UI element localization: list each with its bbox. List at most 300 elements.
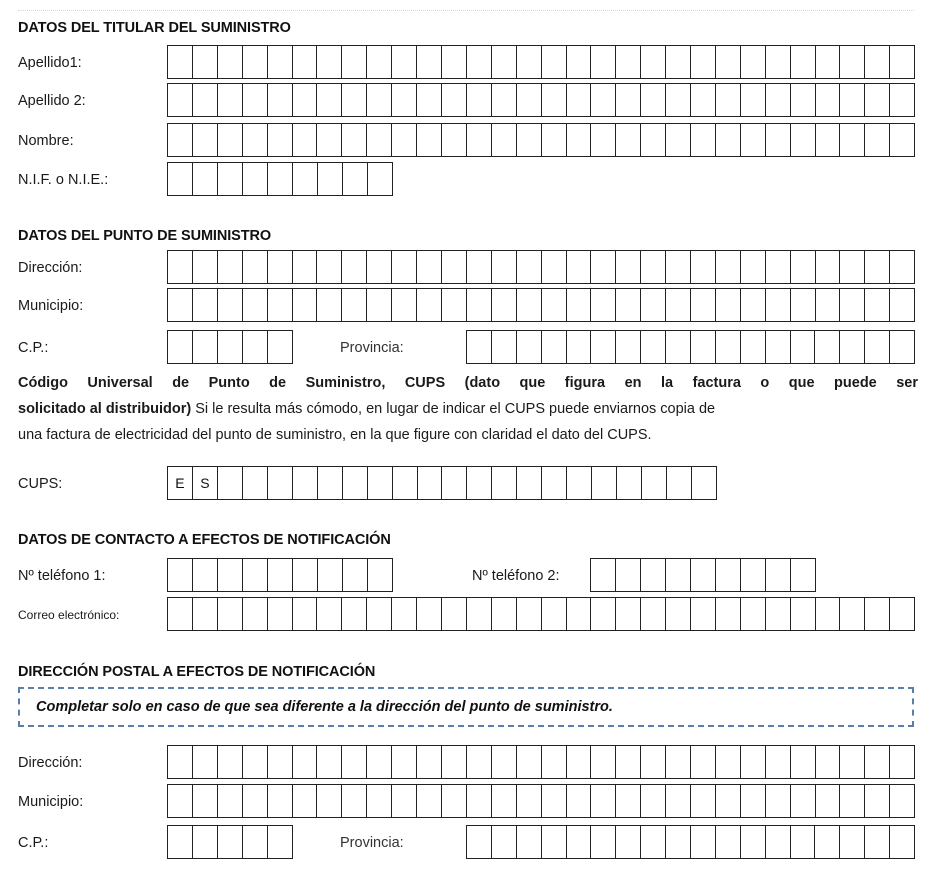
char-cell[interactable]	[268, 826, 292, 858]
char-cell[interactable]	[691, 598, 716, 630]
char-cell[interactable]	[616, 331, 641, 363]
char-cell[interactable]	[392, 46, 417, 78]
char-cell[interactable]	[218, 331, 243, 363]
char-cell[interactable]	[616, 826, 641, 858]
char-cell[interactable]	[642, 467, 667, 499]
char-cell[interactable]	[791, 785, 816, 817]
char-cell[interactable]	[791, 826, 816, 858]
char-cell[interactable]	[567, 785, 592, 817]
char-cell[interactable]	[367, 785, 392, 817]
char-cell[interactable]	[317, 84, 342, 116]
char-cell[interactable]	[666, 598, 691, 630]
char-cell[interactable]	[890, 826, 914, 858]
char-cell[interactable]	[542, 785, 567, 817]
char-cell[interactable]	[317, 785, 342, 817]
char-cell[interactable]	[268, 785, 293, 817]
char-cell[interactable]	[467, 598, 492, 630]
char-cell[interactable]	[741, 251, 766, 283]
apellido1-field[interactable]	[167, 45, 915, 79]
char-cell[interactable]	[890, 84, 914, 116]
char-cell[interactable]	[467, 467, 492, 499]
provincia-field[interactable]	[466, 330, 915, 364]
char-cell[interactable]	[840, 289, 865, 321]
char-cell[interactable]	[890, 251, 914, 283]
char-cell[interactable]	[417, 289, 442, 321]
char-cell[interactable]	[716, 785, 741, 817]
char-cell[interactable]	[367, 289, 392, 321]
char-cell[interactable]	[367, 84, 392, 116]
char-cell[interactable]	[367, 746, 392, 778]
char-cell[interactable]	[840, 331, 865, 363]
char-cell[interactable]	[193, 124, 218, 156]
char-cell[interactable]	[567, 251, 592, 283]
char-cell[interactable]	[367, 124, 392, 156]
char-cell[interactable]	[218, 124, 243, 156]
char-cell[interactable]	[168, 163, 193, 195]
char-cell[interactable]	[293, 163, 318, 195]
char-cell[interactable]	[666, 785, 691, 817]
char-cell[interactable]	[467, 46, 492, 78]
char-cell[interactable]	[517, 746, 542, 778]
char-cell[interactable]	[591, 46, 616, 78]
char-cell[interactable]	[293, 46, 318, 78]
char-cell[interactable]	[193, 46, 218, 78]
char-cell[interactable]	[592, 467, 617, 499]
char-cell[interactable]	[318, 163, 343, 195]
telefono2-field[interactable]	[590, 558, 816, 592]
char-cell[interactable]	[741, 785, 766, 817]
char-cell[interactable]	[168, 251, 193, 283]
char-cell[interactable]	[368, 559, 392, 591]
char-cell[interactable]	[542, 124, 567, 156]
char-cell[interactable]	[691, 826, 716, 858]
char-cell[interactable]	[766, 84, 791, 116]
char-cell[interactable]: E	[168, 467, 193, 499]
nombre-field[interactable]	[167, 123, 915, 157]
char-cell[interactable]	[567, 46, 592, 78]
char-cell[interactable]	[168, 598, 193, 630]
char-cell[interactable]	[641, 746, 666, 778]
char-cell[interactable]	[418, 467, 443, 499]
char-cell[interactable]	[392, 84, 417, 116]
char-cell[interactable]	[616, 84, 641, 116]
char-cell[interactable]	[243, 289, 268, 321]
char-cell[interactable]	[666, 331, 691, 363]
char-cell[interactable]	[741, 559, 766, 591]
char-cell[interactable]	[865, 46, 890, 78]
char-cell[interactable]	[343, 467, 368, 499]
char-cell[interactable]	[616, 46, 641, 78]
postal-municipio-field[interactable]	[167, 784, 915, 818]
char-cell[interactable]	[393, 467, 418, 499]
char-cell[interactable]	[766, 124, 791, 156]
char-cell[interactable]	[666, 289, 691, 321]
char-cell[interactable]	[193, 163, 218, 195]
char-cell[interactable]	[591, 331, 616, 363]
char-cell[interactable]	[268, 559, 293, 591]
char-cell[interactable]	[766, 785, 791, 817]
char-cell[interactable]	[193, 84, 218, 116]
char-cell[interactable]	[492, 124, 517, 156]
char-cell[interactable]	[168, 746, 193, 778]
char-cell[interactable]	[218, 84, 243, 116]
char-cell[interactable]	[442, 289, 467, 321]
char-cell[interactable]	[666, 84, 691, 116]
char-cell[interactable]	[815, 826, 840, 858]
char-cell[interactable]	[766, 826, 791, 858]
char-cell[interactable]	[417, 598, 442, 630]
char-cell[interactable]	[890, 289, 914, 321]
char-cell[interactable]	[816, 251, 841, 283]
char-cell[interactable]	[716, 598, 741, 630]
char-cell[interactable]	[168, 785, 193, 817]
char-cell[interactable]	[542, 467, 567, 499]
char-cell[interactable]	[268, 251, 293, 283]
char-cell[interactable]	[442, 598, 467, 630]
char-cell[interactable]	[342, 251, 367, 283]
char-cell[interactable]	[666, 826, 691, 858]
char-cell[interactable]	[168, 826, 193, 858]
char-cell[interactable]	[591, 598, 616, 630]
char-cell[interactable]	[791, 559, 815, 591]
char-cell[interactable]	[218, 467, 243, 499]
char-cell[interactable]	[193, 251, 218, 283]
char-cell[interactable]	[542, 251, 567, 283]
char-cell[interactable]	[591, 289, 616, 321]
char-cell[interactable]	[865, 251, 890, 283]
char-cell[interactable]	[442, 46, 467, 78]
char-cell[interactable]	[741, 124, 766, 156]
char-cell[interactable]	[243, 163, 268, 195]
char-cell[interactable]	[293, 84, 318, 116]
char-cell[interactable]	[865, 331, 890, 363]
char-cell[interactable]	[691, 746, 716, 778]
char-cell[interactable]	[492, 46, 517, 78]
char-cell[interactable]	[865, 598, 890, 630]
char-cell[interactable]	[691, 559, 716, 591]
char-cell[interactable]	[367, 251, 392, 283]
char-cell[interactable]	[766, 289, 791, 321]
char-cell[interactable]	[791, 598, 816, 630]
char-cell[interactable]	[467, 826, 492, 858]
char-cell[interactable]	[840, 785, 865, 817]
char-cell[interactable]	[641, 785, 666, 817]
char-cell[interactable]	[492, 84, 517, 116]
char-cell[interactable]	[741, 598, 766, 630]
char-cell[interactable]	[716, 46, 741, 78]
char-cell[interactable]	[591, 84, 616, 116]
char-cell[interactable]	[243, 826, 268, 858]
char-cell[interactable]	[417, 46, 442, 78]
char-cell[interactable]	[816, 785, 841, 817]
direccion-field[interactable]	[167, 250, 915, 284]
char-cell[interactable]	[890, 46, 914, 78]
char-cell[interactable]	[641, 84, 666, 116]
char-cell[interactable]	[517, 331, 542, 363]
char-cell[interactable]	[816, 289, 841, 321]
char-cell[interactable]	[492, 746, 517, 778]
char-cell[interactable]	[417, 746, 442, 778]
char-cell[interactable]	[193, 785, 218, 817]
char-cell[interactable]	[567, 289, 592, 321]
char-cell[interactable]	[293, 289, 318, 321]
char-cell[interactable]	[392, 251, 417, 283]
char-cell[interactable]	[691, 84, 716, 116]
char-cell[interactable]	[318, 559, 343, 591]
char-cell[interactable]	[641, 559, 666, 591]
char-cell[interactable]	[865, 124, 890, 156]
char-cell[interactable]	[168, 331, 193, 363]
char-cell[interactable]	[591, 251, 616, 283]
char-cell[interactable]	[342, 598, 367, 630]
char-cell[interactable]	[442, 251, 467, 283]
char-cell[interactable]	[467, 124, 492, 156]
cp-field[interactable]	[167, 330, 293, 364]
char-cell[interactable]	[218, 826, 243, 858]
char-cell[interactable]	[766, 251, 791, 283]
char-cell[interactable]	[168, 559, 193, 591]
char-cell[interactable]	[467, 289, 492, 321]
char-cell[interactable]	[293, 785, 318, 817]
char-cell[interactable]	[243, 331, 268, 363]
char-cell[interactable]	[243, 251, 268, 283]
char-cell[interactable]	[766, 559, 791, 591]
char-cell[interactable]	[342, 124, 367, 156]
char-cell[interactable]	[766, 46, 791, 78]
char-cell[interactable]	[567, 124, 592, 156]
char-cell[interactable]	[343, 163, 368, 195]
char-cell[interactable]	[691, 785, 716, 817]
char-cell[interactable]	[268, 289, 293, 321]
char-cell[interactable]	[567, 467, 592, 499]
char-cell[interactable]	[317, 46, 342, 78]
char-cell[interactable]	[467, 785, 492, 817]
char-cell[interactable]	[517, 251, 542, 283]
char-cell[interactable]	[342, 746, 367, 778]
char-cell[interactable]	[342, 289, 367, 321]
char-cell[interactable]	[293, 746, 318, 778]
char-cell[interactable]	[268, 746, 293, 778]
char-cell[interactable]	[492, 785, 517, 817]
char-cell[interactable]	[492, 251, 517, 283]
char-cell[interactable]	[567, 84, 592, 116]
char-cell[interactable]	[442, 84, 467, 116]
char-cell[interactable]	[616, 251, 641, 283]
char-cell[interactable]	[691, 46, 716, 78]
char-cell[interactable]	[666, 46, 691, 78]
char-cell[interactable]	[193, 826, 218, 858]
char-cell[interactable]	[218, 785, 243, 817]
char-cell[interactable]	[317, 124, 342, 156]
char-cell[interactable]	[293, 559, 318, 591]
char-cell[interactable]	[243, 46, 268, 78]
char-cell[interactable]	[890, 598, 914, 630]
char-cell[interactable]	[641, 289, 666, 321]
apellido2-field[interactable]	[167, 83, 915, 117]
char-cell[interactable]	[641, 826, 666, 858]
char-cell[interactable]	[791, 289, 816, 321]
char-cell[interactable]	[243, 84, 268, 116]
char-cell[interactable]	[342, 46, 367, 78]
char-cell[interactable]	[616, 746, 641, 778]
char-cell[interactable]	[218, 289, 243, 321]
char-cell[interactable]	[467, 331, 492, 363]
char-cell[interactable]	[392, 785, 417, 817]
char-cell[interactable]	[442, 124, 467, 156]
char-cell[interactable]	[840, 124, 865, 156]
char-cell[interactable]	[816, 598, 841, 630]
char-cell[interactable]	[492, 289, 517, 321]
char-cell[interactable]	[218, 746, 243, 778]
char-cell[interactable]	[542, 826, 567, 858]
char-cell[interactable]	[168, 289, 193, 321]
char-cell[interactable]	[567, 598, 592, 630]
char-cell[interactable]	[318, 467, 343, 499]
char-cell[interactable]	[317, 598, 342, 630]
char-cell[interactable]	[840, 598, 865, 630]
char-cell[interactable]	[417, 251, 442, 283]
char-cell[interactable]	[591, 746, 616, 778]
char-cell[interactable]	[442, 467, 467, 499]
char-cell[interactable]	[840, 84, 865, 116]
char-cell[interactable]	[218, 598, 243, 630]
char-cell[interactable]	[716, 826, 741, 858]
char-cell[interactable]	[616, 559, 641, 591]
char-cell[interactable]	[218, 46, 243, 78]
char-cell[interactable]	[816, 746, 841, 778]
char-cell[interactable]	[542, 598, 567, 630]
char-cell[interactable]	[791, 746, 816, 778]
char-cell[interactable]	[168, 46, 193, 78]
postal-provincia-field[interactable]	[466, 825, 915, 859]
char-cell[interactable]	[218, 163, 243, 195]
correo-field[interactable]	[167, 597, 915, 631]
char-cell[interactable]	[542, 746, 567, 778]
char-cell[interactable]	[691, 251, 716, 283]
char-cell[interactable]	[816, 84, 841, 116]
char-cell[interactable]	[741, 826, 766, 858]
char-cell[interactable]	[417, 785, 442, 817]
char-cell[interactable]	[567, 746, 592, 778]
char-cell[interactable]	[542, 84, 567, 116]
char-cell[interactable]	[616, 785, 641, 817]
char-cell[interactable]	[865, 785, 890, 817]
char-cell[interactable]	[268, 124, 293, 156]
char-cell[interactable]	[517, 289, 542, 321]
municipio-field[interactable]	[167, 288, 915, 322]
char-cell[interactable]	[342, 785, 367, 817]
char-cell[interactable]	[890, 331, 914, 363]
telefono1-field[interactable]	[167, 558, 393, 592]
char-cell[interactable]	[692, 467, 716, 499]
postal-direccion-field[interactable]	[167, 745, 915, 779]
char-cell[interactable]	[168, 124, 193, 156]
char-cell[interactable]	[243, 467, 268, 499]
char-cell[interactable]	[367, 46, 392, 78]
char-cell[interactable]	[840, 826, 865, 858]
char-cell[interactable]	[890, 124, 914, 156]
postal-cp-field[interactable]	[167, 825, 293, 859]
char-cell[interactable]	[890, 746, 914, 778]
char-cell[interactable]	[517, 785, 542, 817]
char-cell[interactable]	[268, 84, 293, 116]
char-cell[interactable]	[666, 251, 691, 283]
char-cell[interactable]	[865, 84, 890, 116]
char-cell[interactable]	[791, 46, 816, 78]
char-cell[interactable]	[193, 289, 218, 321]
char-cell[interactable]	[317, 289, 342, 321]
char-cell[interactable]	[517, 84, 542, 116]
char-cell[interactable]	[193, 746, 218, 778]
char-cell[interactable]	[667, 467, 692, 499]
char-cell[interactable]	[293, 598, 318, 630]
char-cell[interactable]	[766, 746, 791, 778]
char-cell[interactable]	[517, 598, 542, 630]
char-cell[interactable]	[865, 826, 890, 858]
char-cell[interactable]	[741, 331, 766, 363]
char-cell[interactable]	[367, 598, 392, 630]
char-cell[interactable]	[815, 331, 840, 363]
char-cell[interactable]	[243, 559, 268, 591]
char-cell[interactable]	[865, 289, 890, 321]
char-cell[interactable]	[865, 746, 890, 778]
char-cell[interactable]	[567, 826, 592, 858]
char-cell[interactable]	[641, 46, 666, 78]
char-cell[interactable]	[392, 598, 417, 630]
char-cell[interactable]	[816, 124, 841, 156]
char-cell[interactable]	[591, 826, 616, 858]
char-cell[interactable]	[317, 251, 342, 283]
char-cell[interactable]	[193, 559, 218, 591]
char-cell[interactable]	[442, 746, 467, 778]
char-cell[interactable]	[666, 124, 691, 156]
char-cell[interactable]	[716, 84, 741, 116]
char-cell[interactable]	[243, 785, 268, 817]
char-cell[interactable]	[641, 598, 666, 630]
char-cell[interactable]	[392, 124, 417, 156]
char-cell[interactable]	[492, 467, 517, 499]
char-cell[interactable]	[716, 251, 741, 283]
char-cell[interactable]	[517, 826, 542, 858]
char-cell[interactable]	[467, 251, 492, 283]
char-cell[interactable]: S	[193, 467, 218, 499]
char-cell[interactable]	[268, 467, 293, 499]
char-cell[interactable]	[542, 331, 567, 363]
char-cell[interactable]	[890, 785, 914, 817]
char-cell[interactable]	[567, 331, 592, 363]
char-cell[interactable]	[716, 289, 741, 321]
char-cell[interactable]	[467, 84, 492, 116]
char-cell[interactable]	[243, 124, 268, 156]
char-cell[interactable]	[816, 46, 841, 78]
char-cell[interactable]	[193, 598, 218, 630]
char-cell[interactable]	[766, 598, 791, 630]
char-cell[interactable]	[392, 289, 417, 321]
nif-field[interactable]	[167, 162, 393, 196]
char-cell[interactable]	[368, 467, 393, 499]
char-cell[interactable]	[218, 559, 243, 591]
char-cell[interactable]	[641, 331, 666, 363]
char-cell[interactable]	[691, 124, 716, 156]
char-cell[interactable]	[268, 331, 292, 363]
char-cell[interactable]	[791, 331, 816, 363]
char-cell[interactable]	[218, 251, 243, 283]
char-cell[interactable]	[791, 124, 816, 156]
char-cell[interactable]	[417, 84, 442, 116]
char-cell[interactable]	[741, 84, 766, 116]
cups-field[interactable]	[167, 466, 717, 500]
char-cell[interactable]	[766, 331, 791, 363]
